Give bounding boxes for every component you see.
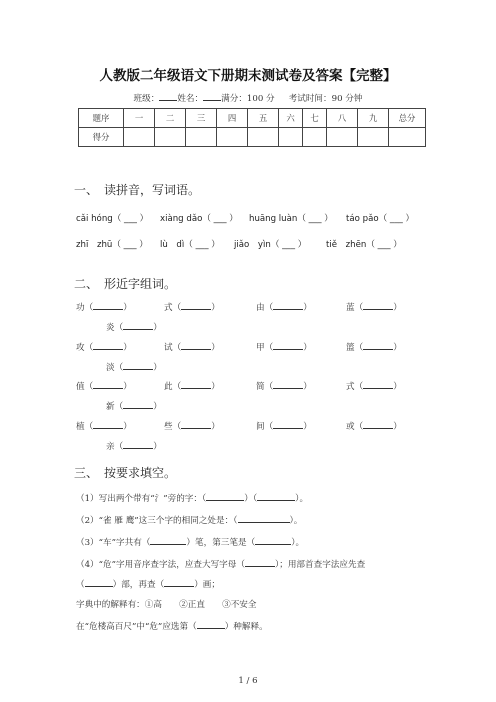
section3-heading: 三、 按要求填空。 xyxy=(74,466,177,480)
word-item: 淡（ ） xyxy=(106,360,162,373)
section2-heading: 二、 形近字组词。 xyxy=(74,277,177,291)
score-cell[interactable] xyxy=(155,128,186,147)
question-4-cont: （ ）部，再查（ ）画； xyxy=(76,577,220,590)
class-label: 班级： xyxy=(133,94,160,104)
score-cell[interactable] xyxy=(279,128,303,147)
dictionary-meanings: 字典中的解释有：①高 ②正直 ③不安全 xyxy=(76,600,257,610)
word-item: 或（ ） xyxy=(346,419,402,432)
question-2: （2）“雀 雁 鹰”这三个字的相同之处是：（ ）。 xyxy=(76,513,302,526)
pinyin-item: jiǎo yìn（ ___ ） xyxy=(234,240,307,250)
score-cell[interactable] xyxy=(248,128,279,147)
score-row-label: 得分 xyxy=(79,128,124,147)
exam-info xyxy=(0,91,496,104)
question-3: （3）“车”字共有（ ）笔，第三笔是（ ）。 xyxy=(76,535,304,548)
page-title: 人教版二年级语文下册期末测试卷及答案【完整】 xyxy=(99,68,397,84)
word-item: 间（ ） xyxy=(256,419,312,432)
pinyin-item: xiàng dǎo（ ___ ） xyxy=(160,214,238,224)
score-header-cell: 九 xyxy=(358,109,389,128)
score-table-score-row xyxy=(79,128,426,147)
time-info: 考试时间：90 分钟 xyxy=(288,94,363,104)
word-item: 由（ ） xyxy=(256,300,312,313)
score-cell[interactable] xyxy=(217,128,248,147)
word-item: 亲（ ） xyxy=(106,439,162,452)
score-cell[interactable] xyxy=(327,128,358,147)
question-1: （1）写出两个带有“氵”旁的字：（ ）（ ）。 xyxy=(76,491,308,504)
score-cell[interactable] xyxy=(124,128,155,147)
word-item: 炎（ ） xyxy=(106,320,162,333)
class-blank[interactable] xyxy=(159,91,177,101)
score-header-cell: 总分 xyxy=(389,109,426,128)
score-cell[interactable] xyxy=(389,128,426,147)
word-item: 简（ ） xyxy=(256,379,312,392)
score-header-cell: 三 xyxy=(186,109,217,128)
word-item: 些（ ） xyxy=(164,419,220,432)
score-cell[interactable] xyxy=(358,128,389,147)
word-item: 蓝（ ） xyxy=(346,300,402,313)
pinyin-item: zhī zhū（ ___ ） xyxy=(76,240,148,250)
word-item: 甲（ ） xyxy=(256,340,312,353)
pinyin-item: táo pǎo（ ___ ） xyxy=(346,214,415,224)
pinyin-item: huāng luàn（ ___ ） xyxy=(249,214,333,224)
score-table xyxy=(78,108,426,147)
score-header-cell: 七 xyxy=(303,109,327,128)
word-item: 攻（ ） xyxy=(76,340,132,353)
word-item: 功（ ） xyxy=(76,300,132,313)
pinyin-item: tiě zhēn（ ___ ） xyxy=(326,240,402,250)
choose-meaning: 在“危楼高百尺”中“危”应选第（ ）种解释。 xyxy=(76,619,268,632)
score-header-cell: 题序 xyxy=(79,109,124,128)
pinyin-item: lù dì（ ___ ） xyxy=(160,240,220,250)
score-cell[interactable] xyxy=(303,128,327,147)
question-4: （4）“危”字用音序查字法，应查大写字母（ ）；用部首查字法应先查 xyxy=(76,557,365,570)
word-item: 篮（ ） xyxy=(346,340,402,353)
score-header-cell: 二 xyxy=(155,109,186,128)
score-info: 满分：100 分 xyxy=(221,94,275,104)
score-header-cell: 五 xyxy=(248,109,279,128)
word-item: 值（ ） xyxy=(76,379,132,392)
score-header-cell: 一 xyxy=(124,109,155,128)
score-header-cell: 六 xyxy=(279,109,303,128)
word-item: 此（ ） xyxy=(164,379,220,392)
word-item: 试（ ） xyxy=(164,340,220,353)
score-cell[interactable] xyxy=(186,128,217,147)
score-table-header-row xyxy=(79,109,426,128)
name-blank[interactable] xyxy=(203,91,221,101)
word-item: 式（ ） xyxy=(346,379,402,392)
page-number: 1 / 6 xyxy=(238,676,258,686)
word-item: 新（ ） xyxy=(106,399,162,412)
pinyin-item: cǎi hóng（ ___ ） xyxy=(76,214,149,224)
section1-heading: 一、 读拼音，写词语。 xyxy=(74,183,201,197)
word-item: 式（ ） xyxy=(164,300,220,313)
word-item: 植（ ） xyxy=(76,419,132,432)
score-header-cell: 八 xyxy=(327,109,358,128)
name-label: 姓名： xyxy=(177,94,204,104)
score-header-cell: 四 xyxy=(217,109,248,128)
